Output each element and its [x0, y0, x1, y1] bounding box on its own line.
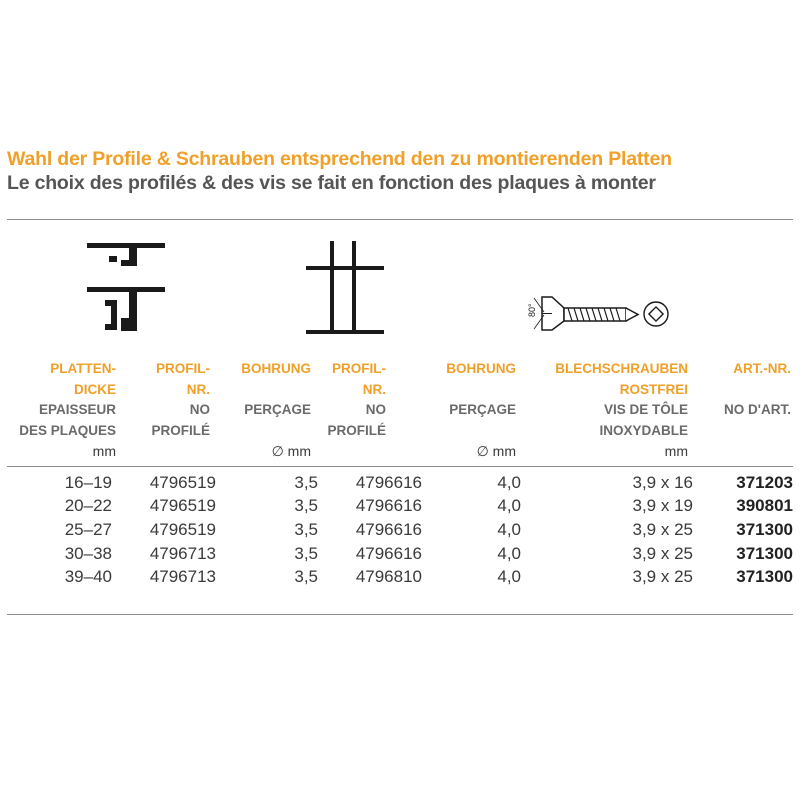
cell-screw: 3,9 x 25	[632, 519, 693, 539]
cell-drill-1: 3,5	[294, 496, 318, 516]
cell-article-number: 390801	[736, 496, 793, 516]
cell-screw: 3,9 x 25	[632, 543, 693, 563]
cell-article-number: 371300	[736, 519, 793, 539]
cell-drill-1: 3,5	[294, 543, 318, 563]
profile-screw-table	[7, 471, 793, 589]
cell-article-number: 371203	[736, 472, 793, 492]
cell-profile-2: 4796616	[355, 519, 422, 539]
cell-screw: 3,9 x 16	[632, 472, 693, 492]
screw-drawing	[518, 290, 678, 340]
cell-plate-thickness: 16–19	[64, 472, 112, 492]
cell-drill-2: 4,0	[497, 496, 521, 516]
title-german: Wahl der Profile & Schrauben entsprechend den zu montierenden Platten	[7, 148, 672, 170]
header-profile-1: PROFIL- NR. NO PROFILÉ	[151, 361, 210, 438]
header-sheet-metal-screw: BLECHSCHRAUBEN ROSTFREI VIS DE TÔLE INOXYDABLE mm	[555, 361, 688, 459]
cell-screw: 3,9 x 19	[632, 496, 693, 516]
cell-drill-1: 3,5	[294, 519, 318, 539]
bottom-divider	[7, 614, 793, 615]
cell-article-number: 371300	[736, 567, 793, 587]
cell-plate-thickness: 39–40	[64, 567, 112, 587]
table-row	[7, 518, 793, 542]
header-plate-thickness: PLATTEN- DICKE EPAISSEUR DES PLAQUES mm	[19, 361, 116, 459]
cell-profile-1: 4796519	[149, 472, 216, 492]
cell-profile-1: 4796519	[149, 519, 216, 539]
cell-profile-1: 4796713	[149, 543, 216, 563]
angle-label: 80°	[527, 303, 537, 317]
h-joint-profile-drawing	[300, 238, 390, 338]
cell-plate-thickness: 30–38	[64, 543, 112, 563]
cell-drill-1: 3,5	[294, 472, 318, 492]
header-drill-2: BOHRUNG PERÇAGE ∅ mm	[446, 361, 516, 459]
table-row	[7, 565, 793, 589]
cell-drill-2: 4,0	[497, 543, 521, 563]
header-drill-1: BOHRUNG PERÇAGE ∅ mm	[241, 361, 311, 459]
table-row	[7, 471, 793, 495]
cell-profile-2: 4796810	[355, 567, 422, 587]
cell-plate-thickness: 25–27	[64, 519, 112, 539]
cell-article-number: 371300	[736, 543, 793, 563]
cell-profile-2: 4796616	[355, 496, 422, 516]
edge-profile-drawing	[85, 238, 175, 338]
top-divider	[7, 219, 793, 220]
title-block	[7, 147, 672, 195]
table-row	[7, 542, 793, 566]
cell-screw: 3,9 x 25	[632, 567, 693, 587]
cell-plate-thickness: 20–22	[64, 496, 112, 516]
header-divider	[7, 466, 793, 467]
cell-profile-1: 4796713	[149, 567, 216, 587]
cell-profile-2: 4796616	[355, 472, 422, 492]
cell-drill-2: 4,0	[497, 567, 521, 587]
cell-profile-1: 4796519	[149, 496, 216, 516]
title-french: Le choix des profilés & des vis se fait en fonction des plaques à monter	[7, 172, 656, 194]
header-profile-2: PROFIL- NR. NO PROFILÉ	[327, 361, 386, 438]
cell-profile-2: 4796616	[355, 543, 422, 563]
header-article-number: ART.-NR. NO D'ART.	[724, 361, 791, 417]
table-row	[7, 495, 793, 519]
cell-drill-1: 3,5	[294, 567, 318, 587]
cell-drill-2: 4,0	[497, 472, 521, 492]
cell-drill-2: 4,0	[497, 519, 521, 539]
